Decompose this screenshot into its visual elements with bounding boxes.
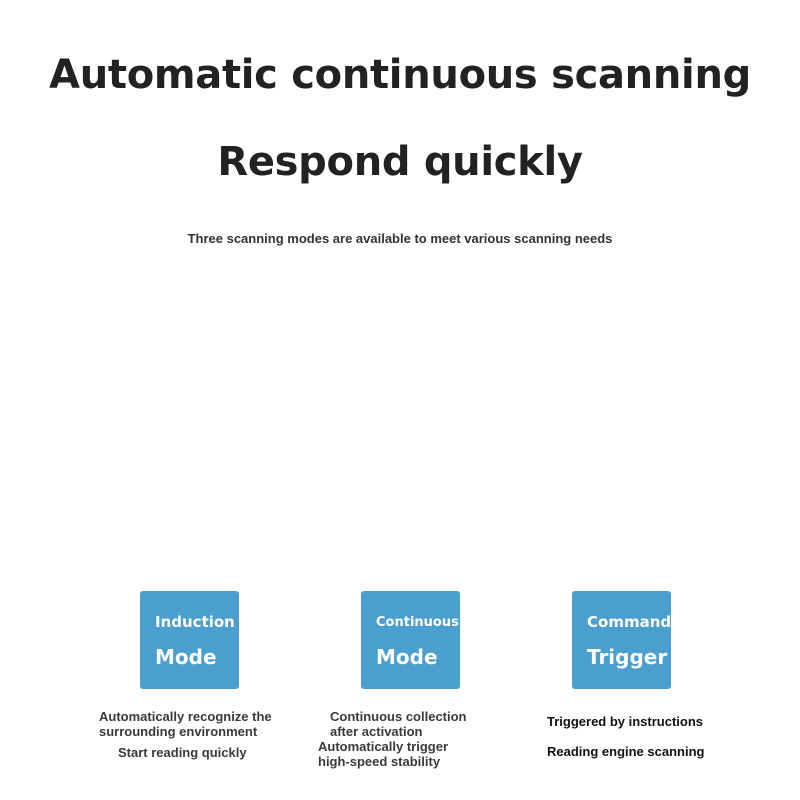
command-trigger-title-line-1: Command	[587, 613, 672, 631]
induction-mode-card	[140, 591, 239, 689]
induction-mode-title-line-1: Induction	[155, 613, 235, 631]
headline-secondary: Respond quickly	[217, 139, 583, 185]
continuous-mode-title-line-2: Mode	[376, 645, 438, 669]
command-trigger-description-line-2: Reading engine scanning	[547, 744, 705, 759]
continuous-mode-card	[361, 591, 460, 689]
continuous-mode-description-line-3: Automatically trigger	[318, 739, 449, 754]
headline-primary: Automatic continuous scanning	[49, 52, 751, 98]
induction-mode-description-line-2: surrounding environment	[99, 724, 258, 739]
continuous-mode-description-line-4: high-speed stability	[318, 754, 441, 769]
command-trigger-card	[572, 591, 671, 689]
induction-mode-title-line-2: Mode	[155, 645, 217, 669]
continuous-mode-description-line-2: after activation	[330, 724, 423, 739]
continuous-mode-description-line-1: Continuous collection	[330, 709, 467, 724]
subtitle: Three scanning modes are available to meet various scanning needs	[187, 231, 613, 246]
continuous-mode-title-line-1: Continuous	[376, 615, 459, 630]
command-trigger-description-line-1: Triggered by instructions	[547, 714, 704, 729]
induction-mode-description-line-3: Start reading quickly	[118, 745, 247, 760]
induction-mode-description-line-1: Automatically recognize the	[99, 709, 272, 724]
command-trigger-title-line-2: Trigger	[587, 645, 668, 669]
